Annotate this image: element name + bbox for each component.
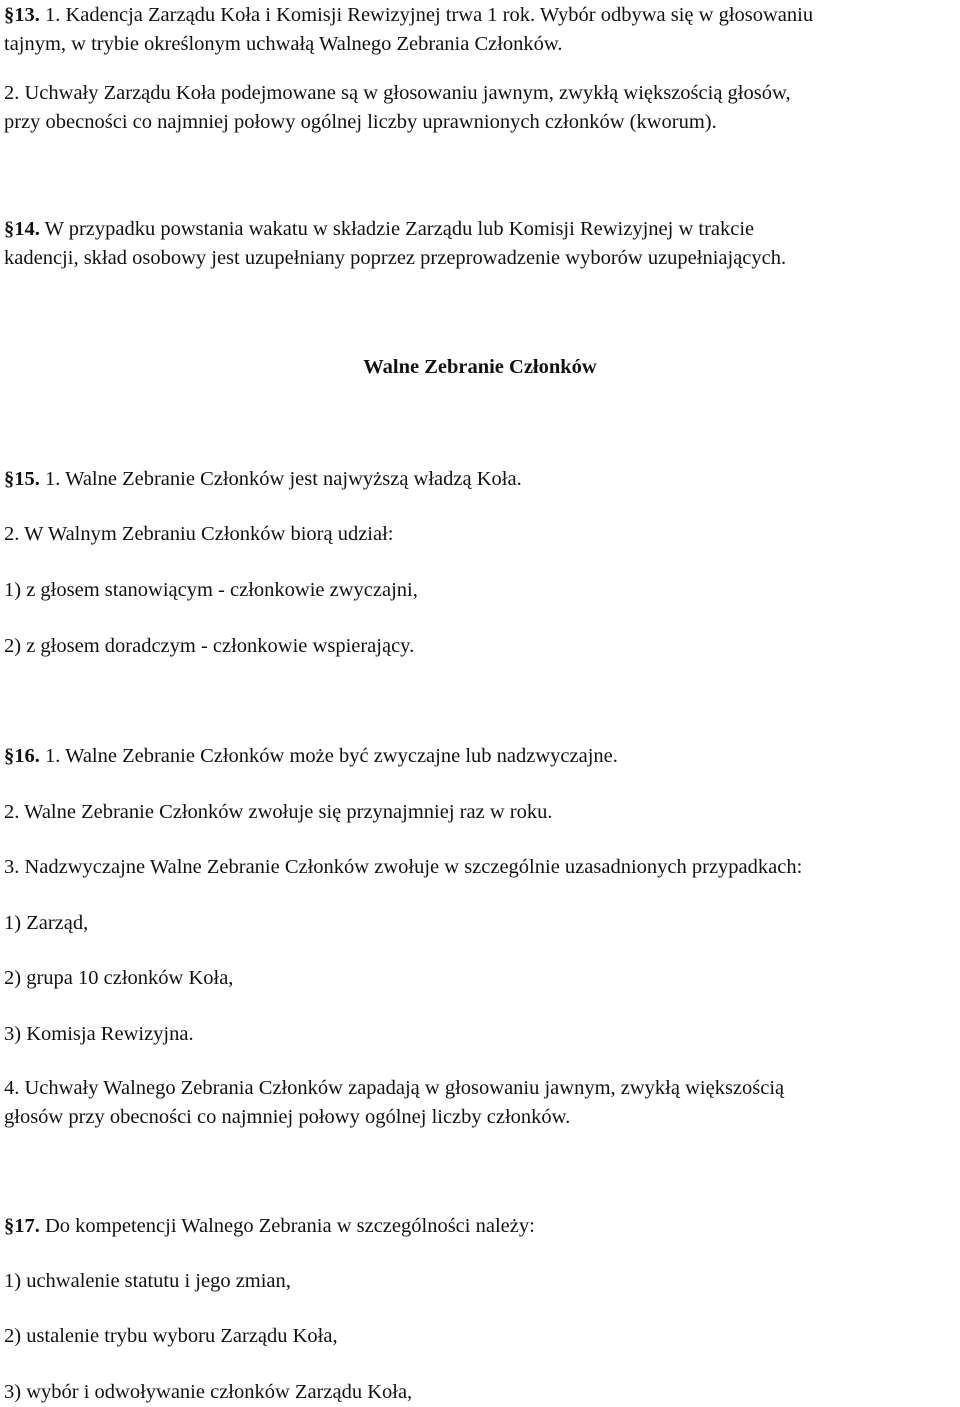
paragraph-16-number: §16. [4, 745, 40, 767]
paragraph-15-text: 1. Walne Zebranie Członków jest najwyższą władzą Koła. [39, 468, 522, 490]
paragraph-14-line-2: kadencji, skład osobowy jest uzupełniany poprzez przeprowadzenie wyborów uzupełniających. [4, 247, 787, 269]
paragraph-16-line-7: 4. Uchwały Walnego Zebrania Członków zapadają w głosowaniu jawnym, zwykłą większością [4, 1077, 785, 1099]
paragraph-16-line-6: 3) Komisja Rewizyjna. [4, 1023, 194, 1045]
paragraph-13-number: §13. [4, 4, 40, 26]
paragraph-13-line-1 [4, 2, 813, 28]
paragraph-16-line-8: głosów przy obecności co najmniej połowy ogólnej liczby członków. [4, 1106, 571, 1128]
paragraph-16-line-4: 1) Zarząd, [4, 912, 89, 934]
paragraph-15-line-3: 1) z głosem stanowiącym - członkowie zwyczajni, [4, 579, 418, 601]
paragraph-17-text: Do kompetencji Walnego Zebrania w szczególności należy: [39, 1215, 535, 1237]
paragraph-17-line-4: 3) wybór i odwoływanie członków Zarządu Koła, [4, 1381, 413, 1403]
paragraph-16-line-2: 2. Walne Zebranie Członków zwołuje się przynajmniej raz w roku. [4, 801, 553, 823]
paragraph-16-line-3: 3. Nadzwyczajne Walne Zebranie Członków zwołuje w szczególnie uzasadnionych przypadkach: [4, 856, 803, 878]
paragraph-15-line-1 [4, 466, 522, 492]
paragraph-16-line-1 [4, 743, 618, 769]
paragraph-14-line-1 [4, 216, 754, 242]
paragraph-13-text: 1. Kadencja Zarządu Koła i Komisji Rewizyjnej trwa 1 rok. Wybór odbywa się w głosowaniu [39, 4, 814, 26]
paragraph-15-line-4: 2) z głosem doradczym - członkowie wspierający. [4, 635, 415, 657]
paragraph-17-line-1 [4, 1213, 535, 1239]
paragraph-13-line-3: 2. Uchwały Zarządu Koła podejmowane są w głosowaniu jawnym, zwykłą większością głosów, [4, 82, 791, 104]
paragraph-13-line-4: przy obecności co najmniej połowy ogólnej liczby uprawnionych członków (kworum). [4, 111, 717, 133]
paragraph-15-line-2: 2. W Walnym Zebraniu Członków biorą udział: [4, 523, 394, 545]
paragraph-15-number: §15. [4, 468, 40, 490]
paragraph-16-text: 1. Walne Zebranie Członków może być zwyczajne lub nadzwyczajne. [39, 745, 618, 767]
paragraph-13-line-2: tajnym, w trybie określonym uchwałą Walnego Zebrania Członków. [4, 33, 563, 55]
paragraph-17-line-3: 2) ustalenie trybu wyboru Zarządu Koła, [4, 1325, 338, 1347]
paragraph-17-line-2: 1) uchwalenie statutu i jego zmian, [4, 1270, 291, 1292]
paragraph-16-line-5: 2) grupa 10 członków Koła, [4, 967, 234, 989]
section-heading: Walne Zebranie Członków [363, 356, 597, 378]
paragraph-17-number: §17. [4, 1215, 40, 1237]
paragraph-14-text: W przypadku powstania wakatu w składzie Zarządu lub Komisji Rewizyjnej w trakcie [39, 218, 755, 240]
paragraph-14-number: §14. [4, 218, 40, 240]
